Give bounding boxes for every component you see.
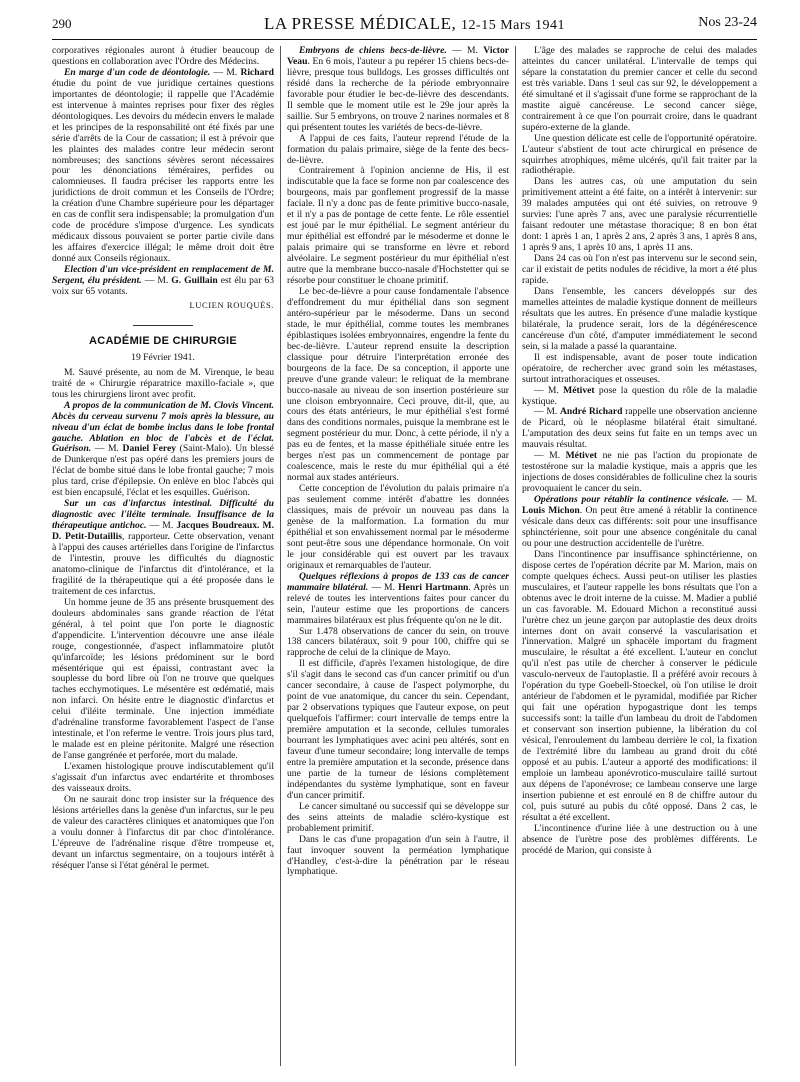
paragraph — [522, 386, 757, 408]
paragraph: Le bec-de-lièvre a pour cause fondamentale l'absence d'effondrement du mur épithélial dans son segment antéro-supérieur par le mésoderme. Dans un second stade, le mur épithélial, comme toutes les membranes épiblastiques isolées embryonnaires, engendre la fente du bec-de-lièvre. L'auteur reprend ensuite la description classique pour détruire l'interprétation erronée des bourgeons de la face. De sa conception, il apporte une preuve d'une grande valeur: le reliquat de la membrane bucco-nasale au niveau de son insertion postérieure sur une cloison embryonnaire. Ceci prouve, dit-il, que, au cours des états antérieurs, le mur épithélial s'est formé dans des conditions normales, puisque la membrane est le segment postérieur du mur. Donc, à cette période, il n'y a pas eu de fentes, et la masse épithéliale située entre les berges n'est pas un commencement de pontage par coalescence, mais le reste du mur épithélial qui a été normal aux stades antérieurs. — [287, 285, 509, 484]
body-text: est élu par 63 voix sur 65 votants. — [52, 275, 274, 297]
body-text: rappelle une observation ancienne de Picard, où le néoplasme bilatéral était simultané. L'amputation des deux seins fut faite en un temps avec un mauvais résultat. — [522, 406, 757, 451]
dash: — M. — [210, 66, 241, 78]
article-heading: Quelques réflexions à propos de 133 cas de cancer mammaire bilatéral. — [287, 570, 509, 593]
paragraph — [522, 451, 757, 495]
signature: LUCIEN ROUQUÈS. — [189, 299, 274, 310]
journal-title — [264, 14, 565, 34]
paragraph: M. Sauvé présente, au nom de M. Virenque, le beau traité de « Chirurgie réparatrice maxillo-faciale », que tous les chirurgiens liront avec profit. — [52, 366, 274, 400]
column-divider — [515, 46, 516, 1066]
body-text: pose la question du rôle de la maladie kystique. — [522, 384, 757, 407]
paragraph: Il est difficile, d'après l'examen histologique, de dire s'il s'agit dans le second cas d'un cancer primitif ou d'un cancer secondaire, à cause de l'aspect polymorphe, du point de vue anatomique, du cancer du sein. Cependant, par 2 observations typiques que l'auteur expose, on peut quelquefois l'affirmer: court intervalle de temps entre la première amputation et la seconde, cellules tumorales bourrant les lymphatiques avec acini peu altérés, sont en faveur d'une tumeur secondaire; long intervalle de temps entre la première amputation et la seconde, présence dans une partie de la tumeur de lésions complètement indépendantes du système lymphatique, sont en faveur d'un cancer primitif. — [287, 658, 509, 801]
paragraph: Le cancer simultané ou successif qui se développe sur des seins atteints de maladie scléro-kystique est probablement primitif. — [287, 800, 509, 834]
paragraph: L'examen histologique prouve indiscutablement qu'il s'agissait d'un infarctus avec endartérite et thromboses des vaisseaux droits. — [52, 761, 274, 794]
paragraph: Dans l'ensemble, les cancers développés sur des mamelles atteintes de maladie kystique donnent de meilleurs résultats que les autres. En présence d'une maladie kystique bilatérale, la prudence serait, lors de la dégénérescence cancéreuse d'un côté, d'amputer immédiatement le second sein, si la malade a passé la quarantaine. — [522, 285, 757, 352]
paragraph: Dans l'incontinence par insuffisance sphinctérienne, on dispose certes de l'opération décrite par M. Marion, mais on compte quelques échecs. Aussi peut-on utiliser les plasties musculaires, et l'auteur rappelle les bons résultats que l'on a obtenus avec le droit interne de la cuisse. M. Madier a publié un cas favorable. M. Edouard Michon a reconstitué aussi l'urètre chez un jeune garçon par autoplastie des deux droits internes dont on avait conservé la vascularisation et l'innervation. Malgré un sphacèle important du fragment musculaire, le résultat a été excellent. L'auteur en conclut qu'il n'est pas utile de chercher à conserver le pédicule vasculo-nerveux de l'autoplastie. Il a préféré avoir recours à l'opération du type Goebell-Stoeckel, où l'on utilise le droit antérieur de l'abdomen et le pyramidal, modifiée par Richer qui fait une opération hypogastrique dont les temps successifs sont: la taille d'un lambeau du droit de l'abdomen et conservant son insertion pubienne, la libération du col vésical, l'enroulement du lambeau derrière le col, la fixation de l'extrémité libre du lambeau au grand droit du côté opposé et au pubis. L'auteur a apporté des modifications: il emploie un lambeau aponévrotico-musculaire taillé surtout aux dépens de l'aponévrose; ce lambeau conserve une large insertion pubienne et est enroulé en 8 de chiffre autour du col, puis suturé au pubis du côté opposé. Dans 2 cas, le résultat a été excellent. — [522, 548, 757, 823]
author-name: Henri Hartmann — [398, 581, 469, 593]
paragraph: Un homme jeune de 35 ans présente brusquement des douleurs abdominales sans grande réaction de l'état général, à tel point que l'on porte le diagnostic d'appendicite. L'intervention découvre une anse iléale rouge, congestionnée, d'aspect inflammatoire plutôt qu'infarcoïde; les lésions prédominent sur le bord mésentérique qui est épaissi, contrastant avec la souplesse du bord libre où l'on ne trouve que quelques taches ecchymotiques. Le mésentère est œdématié, mais non infarci. On hésite entre le diagnostic d'infarctus et celui d'iléite terminale. Une injection immédiate d'adrénaline transforme favorablement l'aspect de l'anse intestinale, et l'on referme le ventre. Trois jours plus tard, le malade est en pleine péritonite. Malgré une résection de l'anse gangrénée et perforée, mort du malade. — [52, 596, 274, 762]
author-name: Louis Michon — [522, 505, 580, 517]
paragraph — [52, 401, 274, 500]
dash: — M. — [91, 443, 123, 455]
column-1 — [52, 46, 274, 872]
paragraph: Cette conception de l'évolution du palais primaire n'a pas seulement comme intérêt d'abattre les données classiques, mais de prévoir un nouveau pas dans la genèse de la malformation. La formation du mur épithélial et son envahissement normal par le mésoderme sont peut-être sous une dépendance hormonale. On voit le jour considérable qui est ouvert par les travaux originaux et remarquables de l'auteur. — [287, 483, 509, 571]
author-name: Daniel Ferey — [122, 443, 177, 455]
section-title: ACADÉMIE DE CHIRURGIE — [88, 334, 238, 347]
issue-date: 12-15 Mars 1941 — [461, 18, 565, 33]
dash: — M. — [728, 494, 757, 506]
article-heading: Embryons de chiens becs-de-lièvre. — [299, 45, 447, 56]
page-header — [52, 14, 757, 40]
paragraph: Dans 24 cas où l'on n'est pas intervenu sur le second sein, car il existait de petits nodules de récidive, la mort a été plus rapide. — [522, 253, 757, 287]
section-divider — [133, 325, 193, 326]
column-divider — [280, 46, 281, 1066]
paragraph — [52, 499, 274, 598]
paragraph: Une question délicate est celle de l'opportunité opératoire. L'auteur s'abstient de tout acte chirurgical en présence de squirrhes atrophiques, même ulcérés, qu'il fait traiter par la radiothérapie. — [522, 132, 757, 177]
article-heading: Opérations pour rétablir la continence vésicale. — [534, 494, 729, 506]
dash: — M. — [534, 450, 566, 462]
author-name: Victor Veau — [287, 45, 509, 67]
paragraph: corporatives régionales auront à étudier beaucoup de questions en collaboration avec l'Ordre des Médecins. — [52, 45, 274, 67]
dash: — M. — [534, 384, 564, 396]
author-name: G. Guillain — [171, 275, 218, 287]
paragraph: L'âge des malades se rapproche de celui des malades atteintes du cancer unilatéral. L'intervalle de temps qui sépare la constatation du premier cancer et celle du second est très variable. Dans 1 seul cas sur 92, le développement a été simultané et il s'agissait d'une forme se rapprochant de la mastite aiguë cancéreuse. Le second cancer siège, contrairement à ce que l'on pourrait croire, dans le quadrant supéro-externe de la glande. — [522, 45, 757, 133]
author-name: Métivet — [565, 450, 598, 462]
paragraph — [287, 46, 509, 134]
paragraph — [522, 495, 757, 550]
article-heading: Election d'un vice-président en remplacement de M. Sergent, élu président. — [52, 264, 274, 287]
paragraph: A l'appui de ces faits, l'auteur reprend l'étude de la formation du palais primaire, siège de la fente des becs-de-lièvre. — [287, 132, 509, 166]
dash: — M. — [141, 275, 172, 287]
paragraph: Contrairement à l'opinion ancienne de His, il est indiscutable que la face se forme non par coalescence des bourgeons, mais par gonflement progressif de la masse faciale. Il n'y a donc pas de fente primitive bucco-nasale, et il n'y a pas de pontage de cette fente. Le rôle essentiel est joué par le mur épithélial. Le segment antérieur du mur épithélial est effondré par le mésoderme et donne le palais primaire qui se transforme en lèvre et rebord alvéolaire. Le segment postérieur du mur épithélial n'est autre que la membrane bucco-nasale d'Hochstetter qui se résorbe pour constituer le choane primitif. — [287, 165, 509, 287]
paragraph: On ne saurait donc trop insister sur la fréquence des lésions artérielles dans la genèse d'un infarctus, sur le peu de valeur des caractères cliniques et anatomiques que l'on a voulu donner à l'infarctus dit par choc d'intolérance. L'épreuve de l'adrénaline risque d'être trompeuse et, devant un infarctus segmentaire, on a toujours intérêt à réséquer l'anse si l'état général le permet. — [52, 793, 274, 871]
column-3 — [522, 46, 757, 857]
body-text: . On peut être amené à rétablir la continence vésicale dans deux cas différents: soit pour une insuffisance sphinctérienne, soit pour une absence congénitale du canal ou pour une destruction accidentelle de l'urètre. — [522, 505, 758, 549]
author-name: Richard — [240, 66, 275, 78]
article-heading: En marge d'un code de déontologie. — [64, 66, 211, 78]
paragraph — [52, 265, 274, 298]
paragraph: Il est indispensable, avant de poser toute indication opératoire, de rechercher avec grand soin les métastases, surtout intrathoraciques et osseuses. — [522, 351, 757, 385]
body-text: . Après un relevé de toutes les interventions faites pour cancer du sein, l'auteur estime que les proportions de cancers mammaires bilatéraux est plus fréquente qu'on ne le dit. — [287, 581, 509, 626]
issue-number: Nos 23-24 — [698, 15, 757, 30]
dash: — M. — [368, 581, 399, 593]
body-text: (Saint-Malo). Un blessé de Dunkerque n'est pas opéré dans les premiers jours de l'éclat de bombe situé dans le lobe frontal gauche; 7 mois plus tard, crise d'épilepsie. On enlève en bloc l'abcès qui est bien encapsulé, l'éclat et les esquilles. Guérison. — [52, 443, 274, 499]
paragraph — [52, 68, 274, 265]
body-text: . En 6 mois, l'auteur a pu repérer 15 chiens becs-de-lièvre, presque tous bulldogs. Les grosses difficultés ont résidé dans la recherche de la période embryonnaire favorable pour étudier le bec-de-lièvre des descendants. Il semble que le moment utile est le 29e jour après la saillie. Sur 5 embryons, on trouve 2 narines normales et 8 qui présentent toutes les variétés de becs-de-lièvre. — [287, 55, 509, 133]
paragraph — [287, 572, 509, 627]
article-heading: Sur un cas d'infarctus intestinal. Difficulté du diagnostic avec l'iléite terminale. Insuffisance de la thérapeutique antichoc. — [52, 498, 274, 532]
body-text: étudie du point de vue juridique certaines questions importantes de déontologie; il rappelle que l'Académie est intervenue à maintes reprises pour fixer des règles déontologiques. Les devoirs du médecin envers le malade et les principes de la responsabilité ont été fixés par une série d'arrêts de la Cour de cassation; il est à prévoir que les plaintes des malades contre leur médecin seront nombreuses; des sanctions sévères seront nécessaires pour les dénonciations téméraires, perfides ou calomnieuses. Il faudra préciser les rapports entre les juridictions de droit commun et les Conseils de l'Ordre; la création d'une Chambre supérieure pour les départager en cas de conflit sera indispensable; la promulgation d'un code de procédure s'impose d'urgence. Les syndicats médicaux dissous pouvaient se porter partie civile dans les affaires d'exercice illégal; le même droit doit être donné aux Conseils régionaux. — [52, 77, 274, 265]
author-name: Jacques Boudreaux. M. D. Petit-Dutaillis — [52, 520, 275, 543]
paragraph: Sur 1.478 observations de cancer du sein, on trouve 138 cancers bilatéraux, soit 9 pour 100, chiffre qui se rapproche de celui de la clinique de Mayo. — [287, 625, 509, 659]
body-text: , rapporteur. Cette observation, venant à l'appui des causes artérielles dans l'origine de l'infarctus de l'intestin, prouve les difficultés du diagnostic anatomo-clinique de l'infarctus dit d'intolérance, et la fragilité de la thérapeutique qui a été proposée dans le traitement de ces infarctus. — [52, 531, 275, 597]
dash: — M. — [534, 406, 560, 418]
author-name: Métivet — [563, 384, 595, 396]
paragraph: Dans le cas d'une propagation d'un sein à l'autre, il faut invoquer souvent la perméation lymphatique d'Handley, c'est-à-dire la pénétration par le réseau lymphatique. — [287, 833, 509, 878]
paragraph: Dans les autres cas, où une amputation du sein primitivement atteint a été faite, on a intérêt à intervenir: sur 39 malades amputées qui ont été suivies, on retrouve 9 survies: l'une après 7 ans, avec une paralysie récurrentielle faisant redouter une métastase thoracique; 8 en bon état dont: 1 après 1 an, 1 après 2 ans, 2 après 3 ans, 1 après 8 ans, 1 après 9 ans, 1 après 10 ans, 1 après 11 ans. — [522, 176, 757, 254]
column-2 — [287, 46, 509, 878]
body-text: ne nie pas l'action du propionate de testostérone sur la maladie kystique, mais a appris que les injections de doses considérables de folliculine chez la souris provoquaient le cancer du sein. — [522, 450, 757, 495]
author-name: André Richard — [560, 406, 623, 418]
dash: — M. — [446, 45, 484, 56]
page-number: 290 — [52, 16, 72, 31]
paragraph — [522, 407, 757, 451]
journal-name: LA PRESSE MÉDICALE, — [264, 14, 457, 33]
paragraph: L'incontinence d'urine liée à une destruction ou à une absence de l'urètre pose des problèmes différents. Le procédé de Marion, qui consiste à — [522, 822, 757, 856]
article-heading: A propos de la communication de M. Clovis Vincent. Abcès du cerveau survenu 7 mois après la blessure, au niveau d'un éclat de bombe inclus dans le lobe frontal gauche. Ablation en bloc de l'abcès et de l'éclat. Guérison. — [52, 399, 274, 455]
section-date: 19 Février 1941. — [131, 351, 195, 363]
dash: — M. — [146, 520, 177, 532]
